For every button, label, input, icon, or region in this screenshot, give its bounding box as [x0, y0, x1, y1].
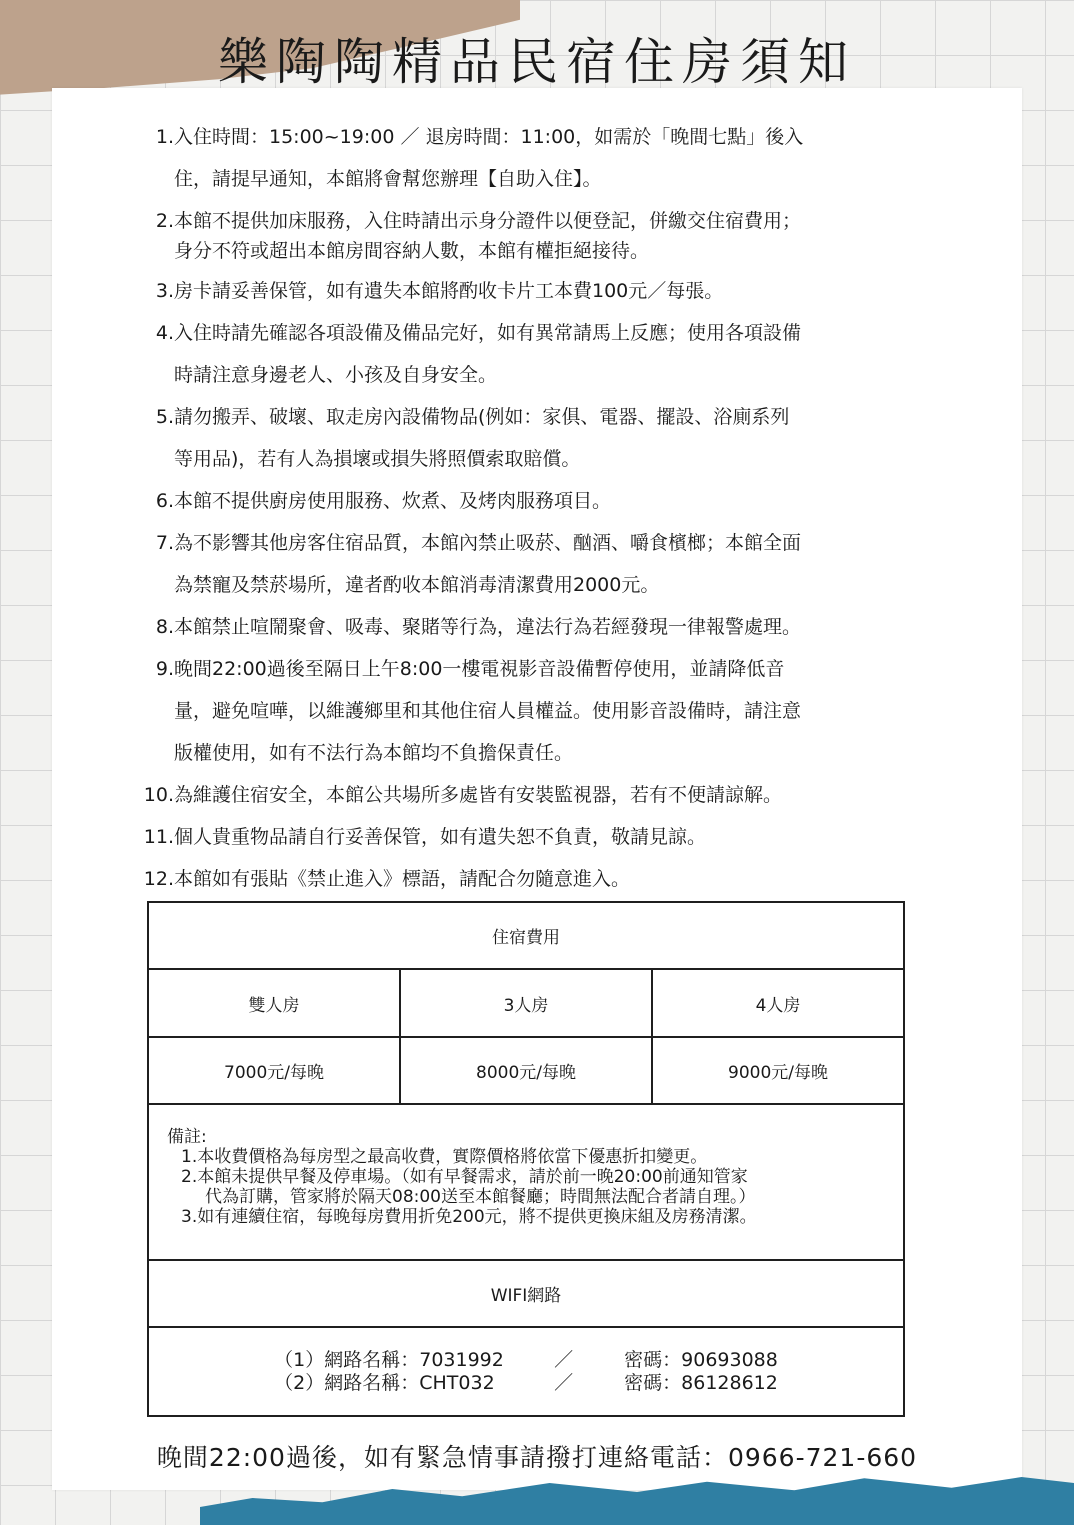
rule-text: 本館禁止喧鬧聚會、吸毒、聚賭等行為，違法行為若經發現一律報警處理。	[174, 616, 802, 638]
wifi-line	[274, 1349, 778, 1372]
rule-number: 10.	[143, 784, 174, 806]
rule-text: 為禁寵及禁菸場所，違者酌收本館消毒清潔費用2000元。	[174, 574, 660, 596]
rule-number: 6.	[155, 490, 174, 512]
rule-text: 量，避免喧嘩，以維護鄉里和其他住宿人員權益。使用影音設備時，請注意	[174, 700, 802, 722]
rule-text: 本館如有張貼《禁止進入》標語，請配合勿隨意進入。	[174, 868, 631, 890]
rule-text: 版權使用，如有不法行為本館均不負擔保責任。	[174, 742, 574, 764]
room-price: 7000元/每晚	[224, 1063, 324, 1083]
rule-text: 住，請提早通知，本館將會幫您辦理【自助入住】。	[174, 168, 602, 190]
rule-number: 1.	[155, 126, 174, 148]
rule-number: 12.	[143, 868, 174, 890]
rule-text: 入住時請先確認各項設備及備品完好，如有異常請馬上反應；使用各項設備	[174, 322, 802, 344]
rule-number: 5.	[155, 406, 174, 428]
rule-item	[132, 774, 932, 816]
rule-item	[132, 396, 932, 438]
rule-text: 為不影響其他房客住宿品質，本館內禁止吸菸、酗酒、嚼食檳榔；本館全面	[174, 532, 802, 554]
fee-header-row	[149, 903, 903, 970]
rule-number: 4.	[155, 322, 174, 344]
rule-item	[132, 480, 932, 522]
note-item-continued: 代為訂購，管家將於隔天08:00送至本館餐廳；時間無法配合者請自理。）	[205, 1187, 756, 1207]
price-row	[149, 1038, 903, 1105]
wifi-separator: ／	[554, 1371, 574, 1394]
fee-table	[147, 901, 905, 1417]
rule-text: 等用品)，若有人為損壞或損失將照價索取賠償。	[174, 448, 581, 470]
emergency-contact: 晚間22:00過後，如有緊急情事請撥打連絡電話：0966-721-660	[156, 1443, 918, 1472]
page-title: 樂陶陶精品民宿住房須知	[218, 33, 856, 91]
rule-item	[132, 606, 932, 648]
rule-item	[132, 816, 932, 858]
rule-text: 入住時間：15:00~19:00 ／ 退房時間：11:00，如需於「晚間七點」後入	[174, 126, 804, 148]
rule-item	[132, 522, 932, 564]
rule-text: 本館不提供廚房使用服務、炊煮、及烤肉服務項目。	[174, 490, 612, 512]
rule-number: 8.	[155, 616, 174, 638]
rule-text: 個人貴重物品請自行妥善保管，如有遺失恕不負責，敬請見諒。	[174, 826, 707, 848]
rule-item-continued	[132, 690, 932, 732]
wifi-header-row	[149, 1261, 903, 1328]
rule-number: 3.	[155, 280, 174, 302]
notes-row	[149, 1105, 903, 1261]
wifi-password: 密碼：90693088	[624, 1348, 778, 1371]
rule-item	[132, 858, 932, 900]
rule-number: 11.	[143, 826, 174, 848]
fee-notes	[149, 1105, 903, 1227]
rule-item-continued	[132, 438, 932, 480]
rule-item	[132, 116, 932, 158]
rule-item	[132, 206, 932, 266]
rule-text: 晚間22:00過後至隔日上午8:00一樓電視影音設備暫停使用，並請降低音	[174, 658, 785, 680]
rule-item	[132, 648, 932, 690]
rule-text: 時請注意身邊老人、小孩及自身安全。	[174, 364, 498, 386]
room-price: 9000元/每晚	[651, 1038, 903, 1103]
rule-number: 7.	[155, 532, 174, 554]
room-type: 雙人房	[248, 995, 300, 1016]
rule-text: 本館不提供加床服務，入住時請出示身分證件以便登記，併繳交住宿費用； 身分不符或超出本館房間容納人數，本館有權拒絕接待。	[174, 210, 802, 262]
wifi-password: 密碼：86128612	[624, 1371, 778, 1394]
rule-number: 9.	[155, 658, 174, 680]
rule-item	[132, 270, 932, 312]
rule-number: 2.	[155, 210, 174, 232]
rule-item-continued	[132, 564, 932, 606]
rule-text: 為維護住宿安全，本館公共場所多處皆有安裝監視器，若有不便請諒解。	[174, 784, 783, 806]
note-item: 1.本收費價格為每房型之最高收費，實際價格將依當下優惠折扣變更。	[181, 1147, 708, 1167]
rule-text: 房卡請妥善保管，如有遺失本館將酌收卡片工本費100元／每張。	[174, 280, 724, 302]
wifi-separator: ／	[554, 1348, 574, 1371]
note-item: 3.如有連續住宿，每晚每房費用折免200元，將不提供更換床組及房務清潔。	[181, 1207, 757, 1227]
wifi-name: （2）網路名稱：CHT032	[274, 1371, 495, 1394]
rule-item-continued	[132, 158, 932, 200]
wifi-header: WIFI網路	[490, 1286, 562, 1306]
rule-text: 請勿搬弄、破壞、取走房內設備物品(例如：家俱、電器、擺設、浴廁系列	[174, 406, 790, 428]
rule-item	[132, 312, 932, 354]
wifi-line	[274, 1372, 778, 1395]
fee-header: 住宿費用	[492, 928, 560, 948]
note-item: 2.本館未提供早餐及停車場。（如有早餐需求，請於前一晚20:00前通知管家	[181, 1167, 748, 1187]
rule-item-continued	[132, 732, 932, 774]
wifi-details	[149, 1328, 903, 1415]
rules-list	[132, 116, 932, 900]
room-type-row	[149, 970, 903, 1038]
room-type: 4人房	[651, 970, 903, 1036]
room-price: 8000元/每晚	[399, 1038, 651, 1103]
notes-label: 備註:	[167, 1127, 207, 1147]
wifi-name: （1）網路名稱：7031992	[274, 1348, 504, 1371]
rule-item-continued	[132, 354, 932, 396]
room-type: 3人房	[399, 970, 651, 1036]
